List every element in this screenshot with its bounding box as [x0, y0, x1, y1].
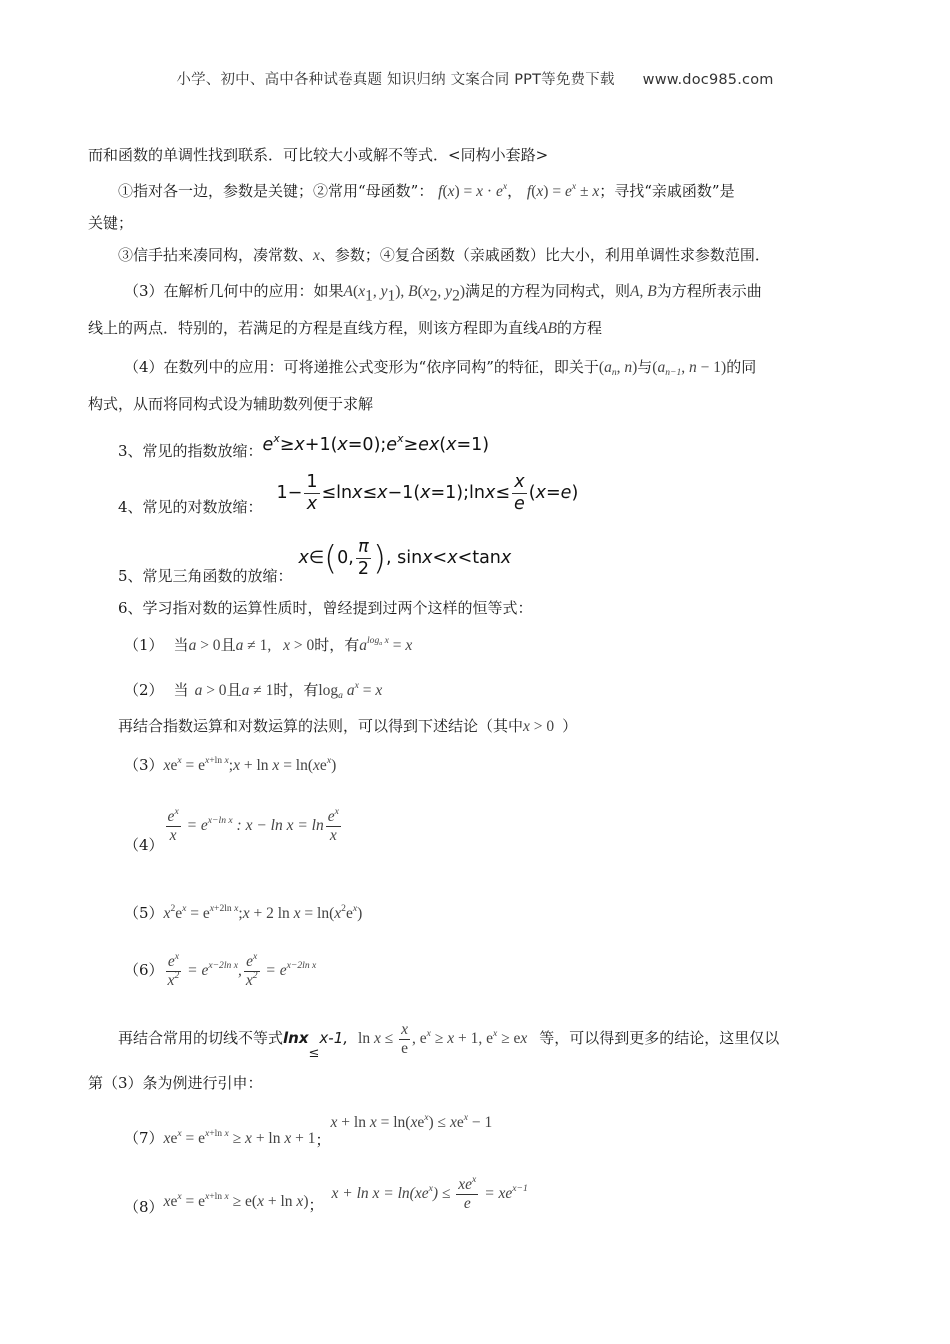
formula-identity-1: $a^{log_a x}$: [359, 634, 389, 654]
formula-trig-scaling: x∈(0, $\frac{\pi}{2}$ ), sinx<x<tanx: [298, 537, 512, 579]
formula-log-scaling: 1− $\frac{1}{x}$ ≤lnx≤x−1(x=1);lnx≤ $\frac{x}{e}$ (x=e): [276, 472, 579, 514]
formula-exponential-scaling: $e^x\ge x+1(x=0);e^x\ge ex(x=1)$: [262, 431, 490, 455]
paragraph-sequence-line1: （4）在数列中的应用：可将递推公式变形为“依序同构”的特征，即关于($a_n$, n)与($a_{n-1}$, n − 1)的同: [124, 358, 757, 378]
conclusion-5: $(5)x^2e^x$ = $e^{x+2ln x};x + 2$ $\ln x = \ln(x^2e^x)$: [124, 902, 363, 922]
formula-conclusion-7a: x: [163, 1130, 171, 1147]
paragraph-tips-line3: ③信手拈来凑同构，凑常数、x、参数；④复合函数（亲戚函数）比大小，利用单调性求参数范围．: [118, 246, 770, 264]
formula-conclusion-4: $\frac{e^x}{x}$ = $e^{x-ln x}$ : x − ln x = ln $\frac{e^x}{x}$: [167, 805, 339, 844]
formula-line-ab: AB: [538, 320, 557, 337]
section-exponential-scaling: 3、常见的指数放缩：$e^x\ge x+1(x=0);e^x\ge ex(x=1)$: [118, 431, 490, 460]
formula-conclusion-8b: $x + \ln x = \ln(xe^x)$ ≤ $\frac{xe^x}{e}$ = $xe^{x-1}$: [331, 1173, 528, 1212]
formula-conclusion-3: x: [163, 757, 171, 774]
formula-mother-function-1: f: [438, 183, 443, 200]
formula-conclusion-7b: x: [330, 1114, 338, 1131]
header-text: 小学、初中、高中各种试卷真题 知识归纳 文案合同 PPT等免费下载: [176, 72, 615, 88]
section-tangent-inequalities: 再结合常用的切线不等式lnx≤x-1, ln x ≤ $\frac{x}{e}$ , $e^x \ge x + 1$, $e^x$ ≥ ex 等，可以得到更多的结论，这里仅以: [118, 1021, 780, 1061]
formula-sequence-pair-1: (: [598, 359, 605, 376]
paragraph-tips-line1: ①指对各一边，参数是关键；②常用“母函数”： $f(x) = x \cdot e^x$， $f(x) = e^x \pm x$；寻找“亲戚函数”是: [118, 180, 735, 200]
paragraph-geometry-line1: （3）在解析几何中的应用：如果$A(x_1$, $y_1$), $B(x_2$, $y_2$)满足的方程为同构式，则A, B为方程所表示曲: [124, 282, 762, 305]
section-log-scaling: 4、常见的对数放缩：1− $\frac{1}{x}$ ≤lnx≤x−1(x=1);lnx≤ $\frac{x}{e}$ (x=e): [118, 472, 579, 516]
formula-conclusion-8a: x: [163, 1193, 171, 1210]
header-site: www.doc985.com: [642, 72, 774, 88]
section-identities-intro: 6、学习指对数的运算性质时，曾经提到过两个这样的恒等式：: [118, 599, 533, 617]
paragraph-tips-line2: 关键；: [88, 214, 134, 232]
conclusion-7: $(7)xe^x = e^{x+ln x} \ge x + \ln x + 1$；$x + \ln x = \ln(xe^x) \le xe^x - 1$: [124, 1111, 493, 1149]
paragraph-sequence-line2: 构式，从而将同构式设为辅助数列便于求解: [88, 395, 374, 413]
conclusion-6: （6） $\frac{e^x}{x^2}$ = $e^{x-2ln x}$, $\frac{e^x}{x^2}$ = $e^{x-2ln x}$: [124, 950, 317, 989]
formula-points-ab: A: [343, 283, 354, 300]
paragraph-intro: 而和函数的单调性找到联系．可比较大小或解不等式．<同构小套路>: [88, 146, 549, 164]
formula-sequence-pair-2: (: [652, 359, 658, 376]
section-conclusions-intro: 再结合指数运算和对数运算的法则，可以得到下述结论（其中x > 0 ）: [118, 717, 578, 735]
section-extension-intro: 第（3）条为例进行引申：: [88, 1074, 263, 1092]
page-header: [0, 68, 950, 89]
formula-identity-2: $\log_a$: [318, 682, 343, 701]
identity-1: （1） 当a > 0且a ≠ 1, x > 0时，有$a^{log_a x} = x$: [124, 634, 413, 654]
conclusion-8: $(8)xe^x = e^{x+ln x} \ge e(x + \ln x)$；$x + \ln x = \ln(xe^x)$ ≤ $\frac{xe^x}{e}$ = $xe^{x-1}$: [124, 1173, 528, 1216]
formula-tangent-inequalities: ln x ≤ $\frac{x}{e}$ , $e^x \ge x + 1$, $e^x$ ≥ ex: [358, 1021, 528, 1057]
formula-mother-function-2: f: [526, 183, 532, 200]
conclusion-3: $(3)xe^x$ = $e^{x+ln x};x + \ln x = \ln(xe^x)$: [124, 754, 337, 774]
identity-2: （2） 当 a > 0且a ≠ 1时，有$\log_a a^x = x$: [124, 679, 383, 701]
formula-x: x: [313, 247, 320, 264]
paragraph-geometry-line2: 线上的两点．特别的，若满足的方程是直线方程，则该方程即为直线AB的方程: [88, 319, 602, 337]
formula-conclusion-6: $\frac{e^x}{x^2}$ = $e^{x-2ln x}$, $\frac{e^x}{x^2}$ = $e^{x-2ln x}$: [167, 950, 317, 989]
section-trig-scaling: 5、常见三角函数的放缩：x∈(0, $\frac{\pi}{2}$ ), sinx<x<tanx: [118, 537, 512, 585]
formula-conclusion-5: x: [163, 905, 171, 922]
conclusion-4: （4） $\frac{e^x}{x}$ = $e^{x-ln x}$ : x − ln x = ln $\frac{e^x}{x}$: [124, 800, 343, 851]
